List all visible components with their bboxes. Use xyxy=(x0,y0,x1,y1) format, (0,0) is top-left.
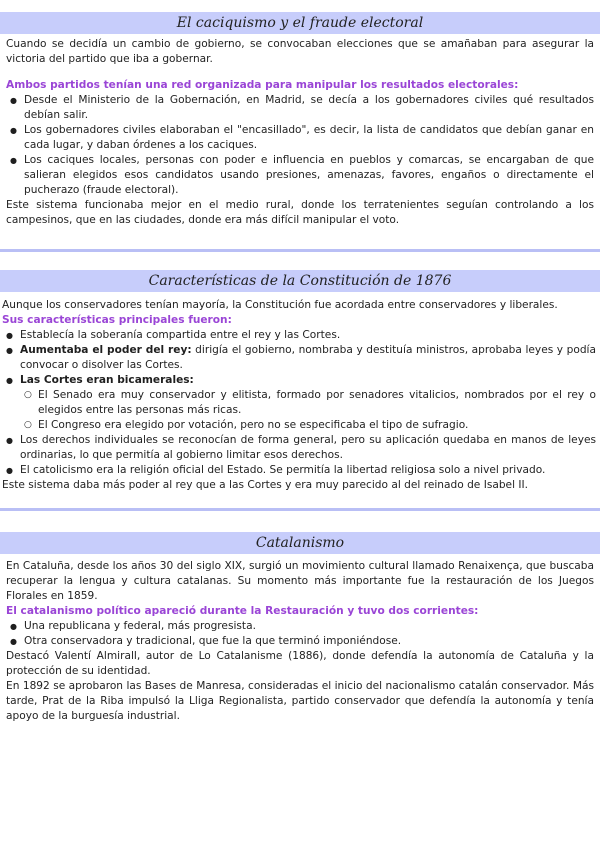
section-title: El caciquismo y el fraude electoral xyxy=(0,12,600,34)
list-item: ● Establecía la soberanía compartida entre el rey y las Cortes. xyxy=(2,328,596,343)
section-catalanismo xyxy=(0,532,600,724)
section-constitucion xyxy=(0,270,600,493)
intro-paragraph: Aunque los conservadores tenían mayoría, la Constitución fue acordada entre conservadores y liberales. xyxy=(2,299,558,311)
section-title: Catalanismo xyxy=(0,532,600,554)
bullet-list xyxy=(6,619,594,649)
list-item-text: dirigía el gobierno, nombraba y destituía ministros, aprobaba leyes y podía convocar o disolver las Cortes. xyxy=(20,344,596,371)
section-body xyxy=(2,298,596,493)
highlight-heading: Ambos partidos tenían una red organizada para manipular los resultados electorales: xyxy=(6,79,519,91)
list-item: ● Una republicana y federal, más progresista. xyxy=(6,619,594,634)
list-item xyxy=(2,343,596,373)
list-item-bold: Las Cortes eran bicamerales: xyxy=(20,374,194,386)
list-item-bold: Aumentaba el poder del rey: xyxy=(20,344,192,356)
section-divider xyxy=(0,249,600,252)
paragraph: Destacó Valentí Almirall, autor de Lo Catalanisme (1886), donde defendía la autonomía de Cataluña y la protección de su identidad. xyxy=(6,650,594,677)
bullet-list xyxy=(6,93,594,198)
paragraph: En 1892 se aprobaron las Bases de Manresa, consideradas el inicio del nacionalismo catalán conservador. Más tarde, Prat de la Riba impulsó la Lliga Regionalista, partido conservador que defendía la autonomía y tenía apoyo de la burguesía industrial. xyxy=(6,680,594,722)
outro-paragraph: Este sistema daba más poder al rey que a las Cortes y era muy parecido al del reinado de Isabel II. xyxy=(2,479,528,491)
bullet-list xyxy=(2,328,596,478)
outro-paragraph: Este sistema funcionaba mejor en el medio rural, donde los terratenientes seguían controlando a los campesinos, que en las ciudades, donde era más difícil manipular el voto. xyxy=(6,199,594,226)
highlight-heading: El catalanismo político apareció durante la Restauración y tuvo dos corrientes: xyxy=(6,605,479,617)
intro-paragraph: Cuando se decidía un cambio de gobierno, se convocaban elecciones que se amañaban para asegurar la victoria del partido que iba a gobernar. xyxy=(6,38,594,65)
list-item: ● Desde el Ministerio de la Gobernación, en Madrid, se decía a los gobernadores civiles qué resultados debían salir. xyxy=(6,93,594,123)
intro-paragraph: En Cataluña, desde los años 30 del siglo XIX, surgió un movimiento cultural llamado Renaixença, que buscaba recuperar la lengua y cultura catalanas. Su momento más importante fue la restauración de los Juegos Florales en 1859. xyxy=(6,560,594,602)
section-body xyxy=(6,37,594,228)
list-item: ● Los caciques locales, personas con poder e influencia en pueblos y comarcas, se encargaban de que salieran elegidos esos candidatos usando presiones, amenazas, favores, engaños o directamente el pucherazo (fraude electoral). xyxy=(6,153,594,198)
list-item: ● Los gobernadores civiles elaboraban el "encasillado", es decir, la lista de candidatos que debían ganar en cada lugar, y daban órdenes a los caciques. xyxy=(6,123,594,153)
section-divider xyxy=(0,508,600,511)
list-item xyxy=(2,373,596,388)
list-item: ● Otra conservadora y tradicional, que fue la que terminó imponiéndose. xyxy=(6,634,594,649)
section-caciquismo xyxy=(0,12,600,228)
highlight-heading: Sus características principales fueron: xyxy=(2,314,232,326)
sub-list-item: ○ El Senado era muy conservador y elitista, formado por senadores vitalicios, nombrados por el rey o elegidos entre las personas más ricas. xyxy=(2,388,596,418)
section-body xyxy=(6,559,594,724)
sub-list-item: ○ El Congreso era elegido por votación, pero no se especificaba el tipo de sufragio. xyxy=(2,418,596,433)
list-item: ● Los derechos individuales se reconocían de forma general, pero su aplicación quedaba en manos de leyes ordinarias, lo que permitía al gobierno limitar esos derechos. xyxy=(2,433,596,463)
list-item: ● El catolicismo era la religión oficial del Estado. Se permitía la libertad religiosa solo a nivel privado. xyxy=(2,463,596,478)
section-title: Características de la Constitución de 1876 xyxy=(0,270,600,292)
